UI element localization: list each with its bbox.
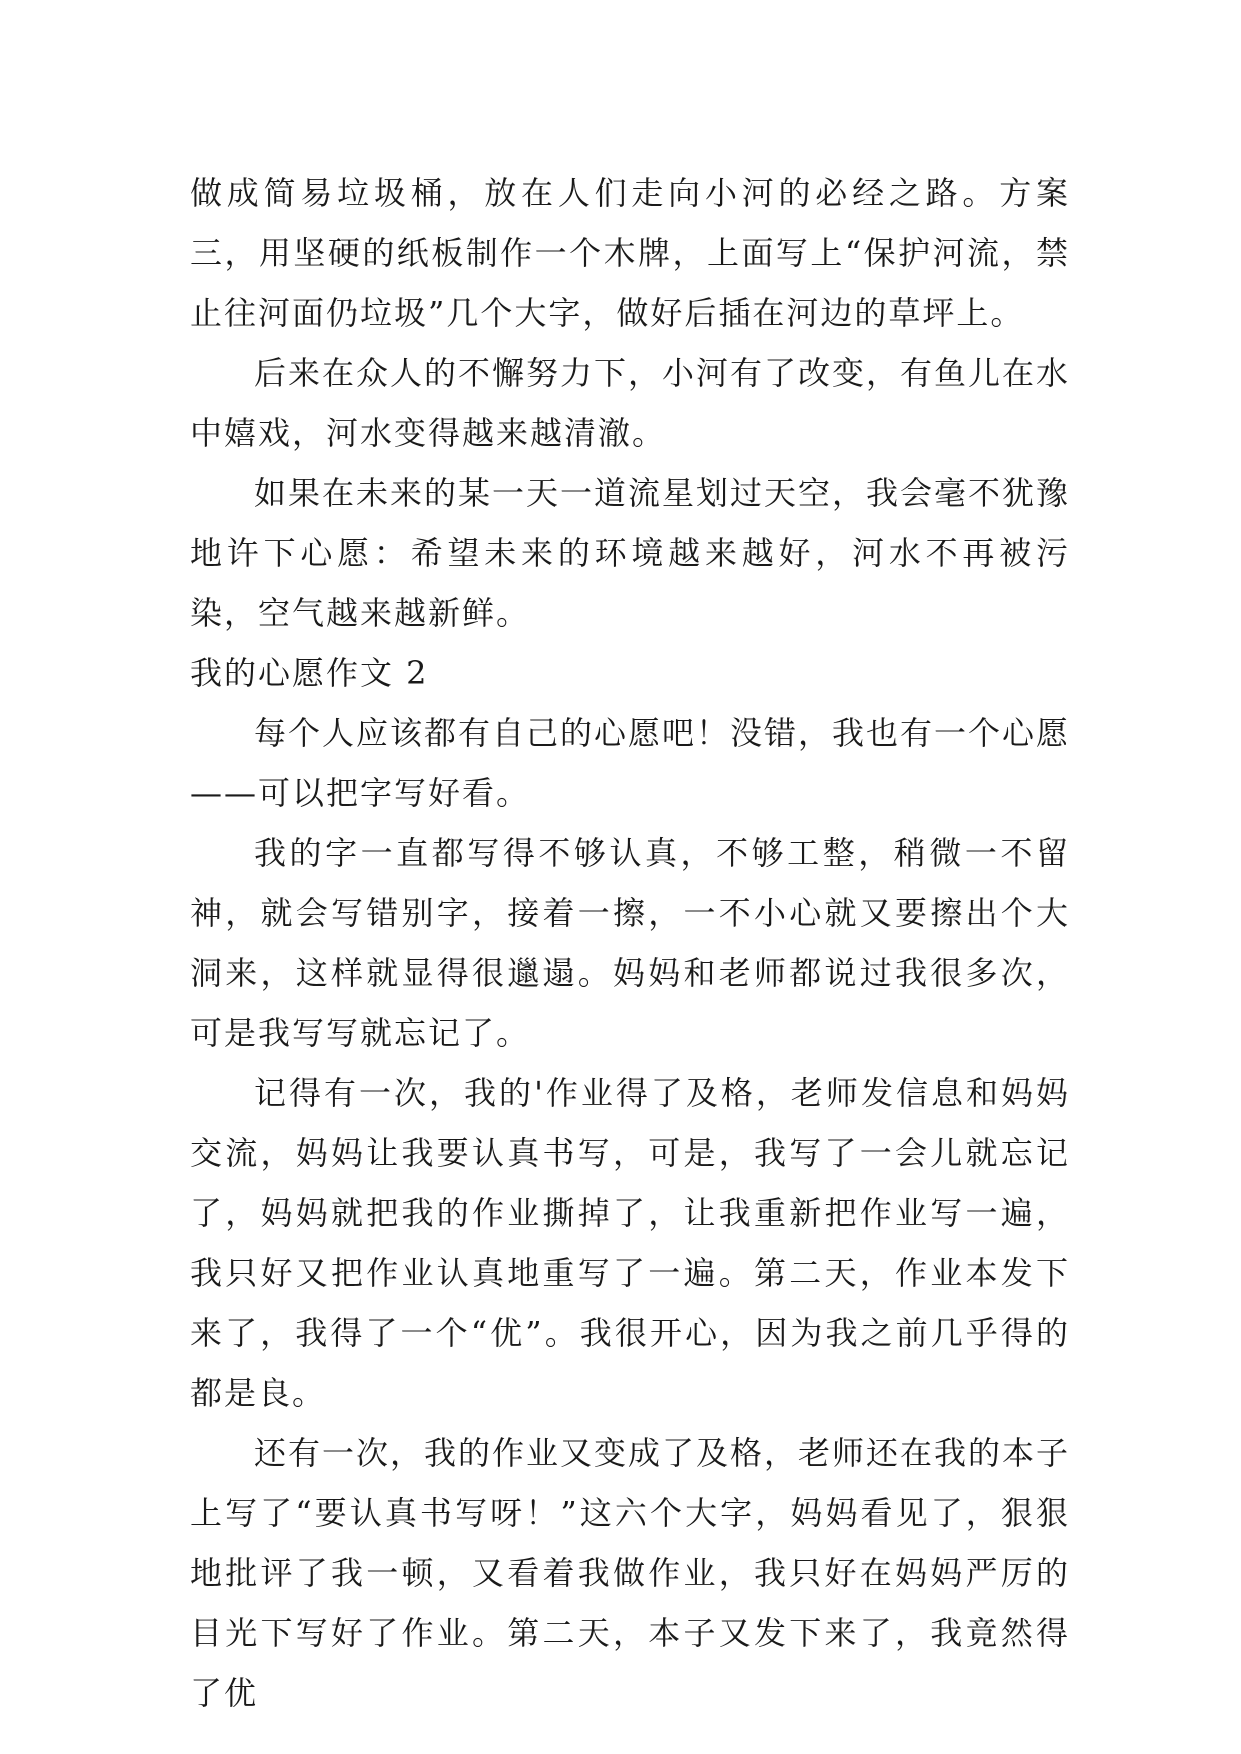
paragraph-handwriting-problem: 我的字一直都写得不够认真，不够工整，稍微一不留神，就会写错别字，接着一擦，一不小心就又要擦出个大洞来，这样就显得很邋遢。妈妈和老师都说过我很多次，可是我写写就忘记了。 xyxy=(190,834,1070,1052)
paragraph-second-time: 还有一次，我的作业又变成了及格，老师还在我的本子上写了“要认真书写呀！”这六个大字，妈妈看见了，狠狠地批评了我一顿，又看着我做作业，我只好在妈妈严厉的目光下写好了作业。第二天，本子又发下来了，我竟然得了优 xyxy=(190,1434,1071,1712)
paragraph-wish-handwriting: 每个人应该都有自己的心愿吧！没错，我也有一个心愿——可以把字写好看。 xyxy=(190,714,1071,812)
section-title: 我的心愿作文 2 xyxy=(190,654,429,692)
paragraph-river-change: 后来在众人的不懈努力下，小河有了改变，有鱼儿在水中嬉戏，河水变得越来越清澈。 xyxy=(190,354,1071,452)
paragraph-first-time: 记得有一次，我的'作业得了及格，老师发信息和妈妈交流，妈妈让我要认真书写，可是，我写了一会儿就忘记了，妈妈就把我的作业撕掉了，让我重新把作业写一遍，我只好又把作业认真地重写了一遍。第二天，作业本发下来了，我得了一个“优”。我很开心，因为我之前几乎得的都是良。 xyxy=(190,1074,1070,1412)
document-body xyxy=(190,163,1070,1723)
paragraph-continued: 做成简易垃圾桶，放在人们走向小河的必经之路。方案三，用坚硬的纸板制作一个木牌，上面写上“保护河流，禁止往河面仍垃圾”几个大字，做好后插在河边的草坪上。 xyxy=(190,174,1070,332)
paragraph-wish-environment: 如果在未来的某一天一道流星划过天空，我会毫不犹豫地许下心愿：希望未来的环境越来越好，河水不再被污染，空气越来越新鲜。 xyxy=(190,474,1071,632)
